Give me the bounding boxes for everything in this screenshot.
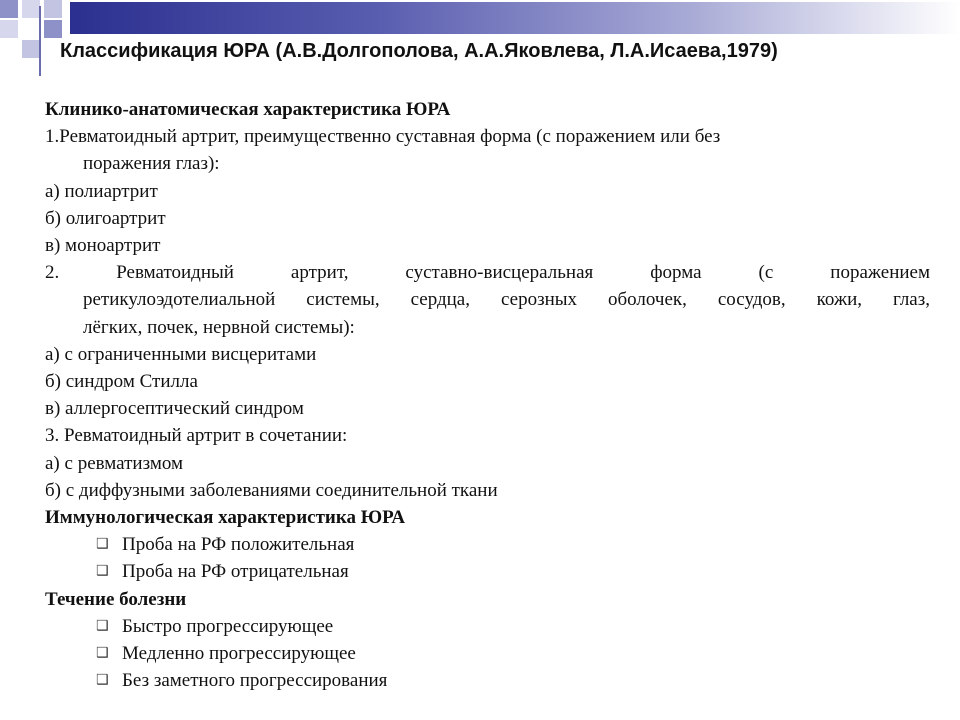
checkbox-bullet-icon: ❑ (96, 617, 109, 634)
item2-line2: ретикулоэдотелиальной системы, сердца, серозных оболочек, сосудов, кожи, глаз, (83, 289, 930, 311)
list-item-label: Без заметного прогрессирования (122, 670, 388, 692)
checkbox-bullet-icon: ❑ (96, 645, 109, 662)
list-item (45, 558, 930, 585)
course-heading: Течение болезни (45, 588, 187, 610)
decor-square (0, 0, 18, 18)
item2-line1: 2. Ревматоидный артрит, суставно-висцеральная форма (с поражением (45, 262, 930, 284)
decor-square (22, 0, 40, 18)
item3-line1: 3. Ревматоидный артрит в сочетании: (45, 425, 348, 447)
item2-line3: лёгких, почек, нервной системы): (83, 316, 355, 338)
header-gradient-bar (70, 2, 960, 34)
decor-square (0, 20, 18, 38)
item1-c: в) моноартрит (45, 235, 161, 257)
item2-c: в) аллергосептический синдром (45, 398, 304, 420)
decor-square (0, 40, 18, 58)
list-item (45, 613, 930, 640)
decor-square (44, 20, 62, 38)
checkbox-bullet-icon: ❑ (96, 563, 109, 580)
list-item (45, 531, 930, 558)
decor-square (22, 40, 40, 58)
checkbox-bullet-icon: ❑ (96, 536, 109, 553)
item1-line1: 1.Ревматоидный артрит, преимущественно суставная форма (с поражением или без (45, 126, 721, 148)
list-item (45, 667, 930, 694)
list-item-label: Проба на РФ отрицательная (122, 561, 349, 583)
checkbox-bullet-icon: ❑ (96, 672, 109, 689)
item1-line2: поражения глаз): (83, 153, 220, 175)
decor-vertical-line (39, 6, 41, 76)
list-item-label: Проба на РФ положительная (122, 534, 355, 556)
item1-b: б) олигоартрит (45, 207, 166, 229)
immuno-heading: Иммунологическая характеристика ЮРА (45, 507, 406, 529)
list-item-label: Быстро прогрессирующее (122, 615, 334, 637)
list-item (45, 640, 930, 667)
item2-b: б) синдром Стилла (45, 371, 198, 393)
clinical-heading: Клинико-анатомическая характеристика ЮРА (45, 99, 451, 120)
list-item-label: Медленно прогрессирующее (122, 643, 356, 665)
item3-b: б) с диффузными заболеваниями соединительной ткани (45, 479, 498, 501)
item1-a: а) полиартрит (45, 180, 158, 202)
decor-square (22, 20, 40, 38)
slide-title: Классификация ЮРА (А.В.Долгополова, А.А.Яковлева, Л.А.Исаева,1979) (60, 40, 778, 62)
item2-a: а) с ограниченными висцеритами (45, 343, 317, 365)
slide-body (45, 96, 930, 694)
decor-square (44, 0, 62, 18)
item3-a: а) с ревматизмом (45, 452, 184, 474)
